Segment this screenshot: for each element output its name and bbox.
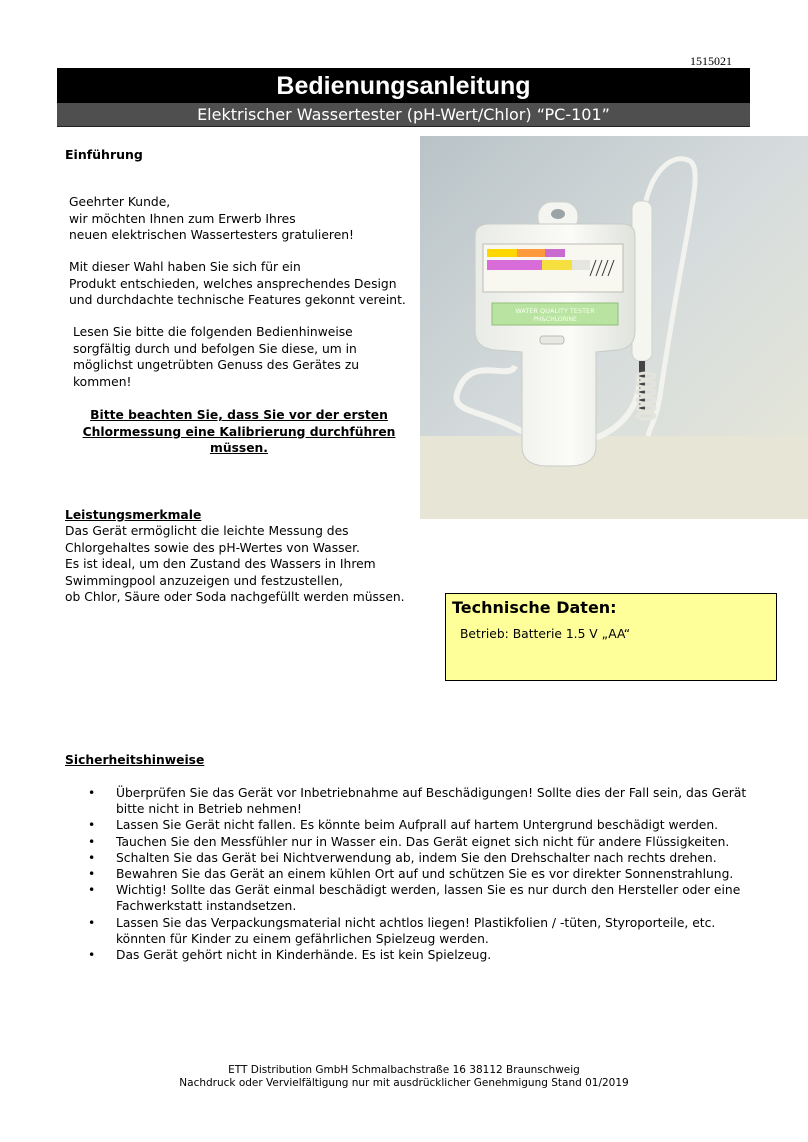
footer-copyright: Nachdruck oder Vervielfältigung nur mit ausdrücklicher Genehmigung Stand 01/2019 xyxy=(179,1077,629,1089)
features-heading: Leistungsmerkmale xyxy=(65,508,202,522)
read-line: Lesen Sie bitte die folgenden Bedienhinweise xyxy=(73,325,353,339)
bullet-icon: • xyxy=(88,867,96,882)
greeting-paragraph xyxy=(69,194,354,244)
notice-line: müssen. xyxy=(210,441,268,455)
read-line: sorgfältig durch und befolgen Sie diese, um in xyxy=(73,341,357,356)
choice-line: und durchdachte technische Features gekonnt vereint. xyxy=(69,293,406,307)
features-line: Chlorgehaltes sowie des pH-Wertes von Wasser. xyxy=(65,540,360,555)
list-item: • Das Gerät gehört nicht in Kinderhände. Es ist kein Spielzeug. xyxy=(88,948,492,963)
water-tester-illustration xyxy=(420,136,808,519)
notice-line: Chlormessung eine Kalibrierung durchführen xyxy=(82,424,396,439)
list-item: • Überprüfen Sie das Gerät vor Inbetriebnahme auf Beschädigungen! Sollte dies der Fall sein, das Gerät bitte nicht in Betrieb nehmen! xyxy=(88,786,747,817)
intro-heading: Einführung xyxy=(65,147,143,162)
features-line: ob Chlor, Säure oder Soda nachgefüllt werden müssen. xyxy=(65,590,405,604)
choice-line: Produkt entschieden, welches ansprechendes Design xyxy=(69,276,397,291)
list-item: • Lassen Sie das Verpackungsmaterial nicht achtlos liegen! Plastikfolien / -tüten, Styroporteile, etc. könnten für Kinder zu einem gefährlichen Spielzeug werden. xyxy=(88,915,716,946)
notice-line: Bitte beachten Sie, dass Sie vor der ersten xyxy=(90,408,388,422)
choice-line: Mit dieser Wahl haben Sie sich für ein xyxy=(69,260,301,274)
choice-paragraph xyxy=(69,259,406,309)
greeting-line: Geehrter Kunde, xyxy=(69,195,171,209)
document-number: 1515021 xyxy=(690,54,732,68)
safety-heading: Sicherheitshinweise xyxy=(65,753,205,767)
read-line: möglichst ungetrübten Genuss des Gerätes zu xyxy=(73,358,360,372)
page-title: Bedienungsanleitung xyxy=(57,68,750,103)
page-subtitle: Elektrischer Wassertester (pH-Wert/Chlor) “PC-101” xyxy=(57,103,750,127)
list-item: • Lassen Sie Gerät nicht fallen. Es könnte beim Aufprall auf hartem Untergrund beschädigt werden. xyxy=(88,818,719,833)
greeting-line: neuen elektrischen Wassertesters gratulieren! xyxy=(69,228,354,242)
read-line: kommen! xyxy=(73,374,132,389)
technical-data-title: Technische Daten: xyxy=(452,598,617,617)
bullet-icon: • xyxy=(88,850,96,865)
device-label-line2: PH&CHLORINE xyxy=(533,316,577,323)
list-item: • Tauchen Sie den Messfühler nur in Wasser ein. Das Gerät eignet sich nicht für andere Flüssigkeiten. xyxy=(88,834,730,849)
calibration-notice xyxy=(68,407,410,457)
device-label-line1: WATER QUALITY TESTER xyxy=(515,307,595,315)
safety-list xyxy=(88,785,748,963)
bullet-icon: • xyxy=(88,786,96,800)
features-line: Swimmingpool anzuzeigen und festzustellen, xyxy=(65,573,344,588)
list-item: • Schalten Sie das Gerät bei Nichtverwendung ab, indem Sie den Drehschalter nach rechts drehen. xyxy=(88,850,717,865)
technical-data-box xyxy=(445,593,777,681)
battery-spec: Betrieb: Batterie 1.5 V „AA“ xyxy=(460,627,631,641)
list-item: • Wichtig! Sollte das Gerät einmal beschädigt werden, lassen Sie es nur durch den Hersteller oder eine Fachwerkstatt instandsetzen. xyxy=(88,883,741,914)
bullet-icon: • xyxy=(88,948,96,963)
features-paragraph xyxy=(65,523,405,606)
bullet-icon: • xyxy=(88,834,96,849)
product-photo xyxy=(420,136,808,519)
bullet-icon: • xyxy=(88,818,96,833)
list-item: • Bewahren Sie das Gerät an einem kühlen Ort auf und schützen Sie es vor direkter Sonnenstrahlung. xyxy=(88,867,734,882)
features-line: Es ist ideal, um den Zustand des Wassers in Ihrem xyxy=(65,557,376,571)
bullet-icon: • xyxy=(88,915,96,930)
footer-address: ETT Distribution GmbH Schmalbachstraße 16 38112 Braunschweig xyxy=(228,1064,580,1076)
greeting-line: wir möchten Ihnen zum Erwerb Ihres xyxy=(69,211,296,226)
read-instructions-paragraph xyxy=(73,324,359,390)
features-line: Das Gerät ermöglicht die leichte Messung des xyxy=(65,524,349,538)
bullet-icon: • xyxy=(88,883,96,898)
